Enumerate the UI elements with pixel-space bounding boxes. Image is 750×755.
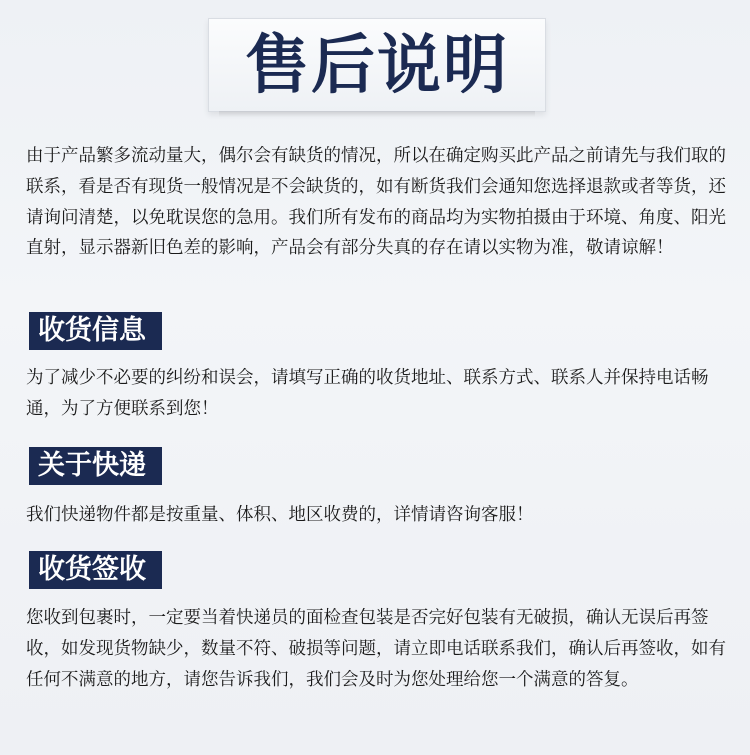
section-heading-shipping: 关于快递: [29, 447, 162, 485]
section-body-shipping: 我们快递物件都是按重量、体积、地区收费的，详情请咨询客服！: [26, 505, 534, 525]
section-body-receiving-info: 为了减少不必要的纠纷和误会，请填写正确的收货地址、联系方式、联系人并保持电话畅通，为了方便联系到您！: [26, 368, 709, 419]
section-body-signing: 您收到包裹时，一定要当着快递员的面检查包装是否完好包装有无破损，确认无误后再签收，如发现货物缺少，数量不符、破损等问题，请立即电话联系我们，确认后再签收，如有任何不满意的地方，请您告诉我们，我们会及时为您处理给您一个满意的答复。: [26, 608, 726, 690]
page-title: 售后说明: [245, 29, 509, 103]
section-heading-receiving-info: 收货信息: [29, 312, 162, 350]
title-banner: [208, 18, 546, 112]
intro-paragraph: 由于产品繁多流动量大，偶尔会有缺货的情况，所以在确定购买此产品之前请先与我们取的联系，看是否有现货一般情况是不会缺货的，如有断货我们会通知您选择退款或者等货，还请询问清楚，以免耽误您的急用。我们所有发布的商品均为实物拍摄由于环境、角度、阳光直射，显示器新旧色差的影响，产品会有部分失真的存在请以实物为准，敬请谅解！: [26, 146, 726, 259]
section-heading-signing: 收货签收: [29, 551, 162, 589]
